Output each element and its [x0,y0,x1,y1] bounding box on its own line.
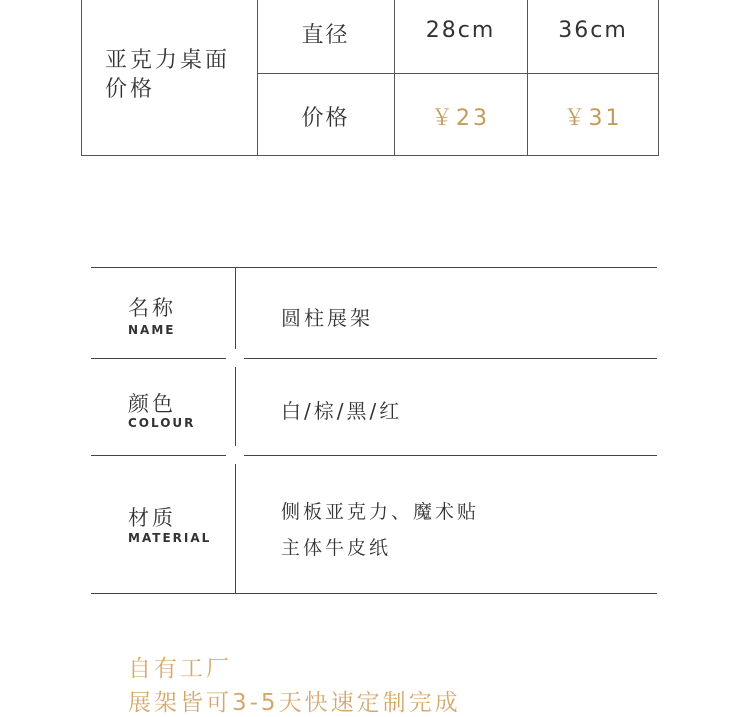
column-divider [235,267,236,349]
price-table [81,0,659,156]
spec-label-material: 材质 [128,506,176,530]
row-divider [257,73,659,74]
row-divider [244,358,657,359]
spec-table [91,267,657,594]
spec-value-name: 圆柱展架 [281,306,373,330]
table-border-left [81,0,82,156]
spec-label-colour: 颜色 [128,392,176,416]
spec-value-material-line: 侧板亚克力、魔术贴 [281,501,480,523]
price-value: ￥23 [431,106,490,131]
row-divider [91,358,226,359]
footer-line-factory: 自有工厂 [128,656,232,682]
column-divider [235,464,236,593]
row-label-diameter: 直径 [301,23,350,48]
spec-top-border [91,267,657,268]
column-divider [235,367,236,446]
price-table-header-line: 亚克力桌面 [105,48,231,73]
row-divider [91,455,226,456]
spec-value-material-line: 主体牛皮纸 [281,537,392,559]
row-divider [244,455,657,456]
diameter-value: 36cm [558,18,628,43]
price-value: ￥31 [563,106,623,131]
footer-line-custom: 展架皆可3-5天快速定制完成 [128,690,461,716]
price-table-header [105,46,230,104]
diameter-value: 28cm [425,18,496,43]
price-table-header-line: 价格 [105,77,156,102]
row-label-price: 价格 [301,106,350,131]
spec-label-material-en: MATERIAL [128,531,212,545]
spec-value-colour: 白/棕/黑/红 [281,399,403,423]
spec-label-name-en: NAME [128,323,176,337]
spec-label-name: 名称 [128,296,176,320]
spec-bottom-border [91,593,657,594]
spec-label-colour-en: COLOUR [128,416,196,430]
table-border-bottom [81,155,659,156]
